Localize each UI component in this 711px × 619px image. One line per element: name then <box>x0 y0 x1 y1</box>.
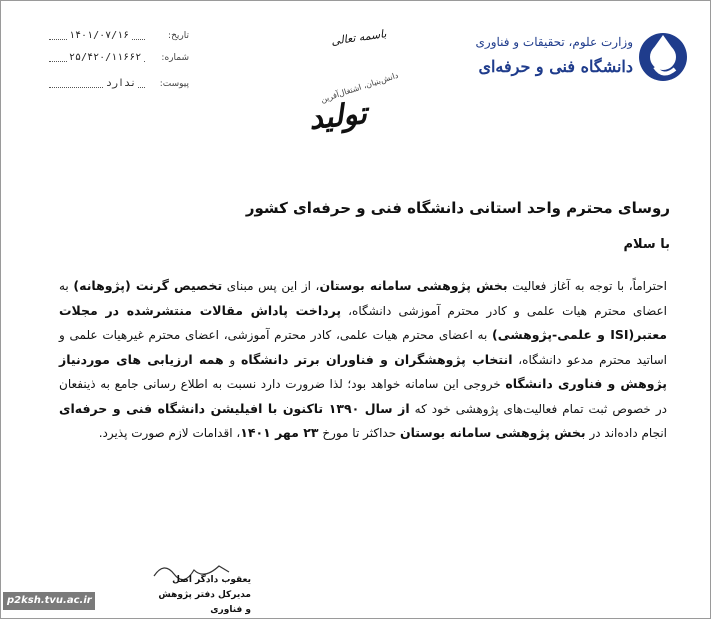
body-text: و <box>223 352 241 367</box>
body-emphasis: بخش پژوهشی سامانه بوستان <box>399 425 586 440</box>
body-emphasis: همه ارزیابی های موردنیاز پژوهش و فناوری دانشگاه <box>59 351 667 391</box>
greeting: با سلام <box>623 237 670 252</box>
university-emblem-icon <box>635 29 691 85</box>
number-row <box>49 47 189 65</box>
slogan-main: تولید <box>307 96 369 137</box>
slogan-emblem <box>301 21 421 151</box>
body-text: به اعضای محترم هیات علمی، کادر محترم آموزشی، اعضای محترم غیرهیات علمی و اساتید محترم مدعو دانشگاه، <box>59 328 667 367</box>
signatory-title: مدیرکل دفتر پژوهش و فناوری <box>158 590 251 615</box>
body-text: خروجی این سامانه خواهد بود؛ لذا ضرورت دارد نسبت به اطلاع رسانی جامع به ذینفعان در خصوص ثبت تمام فعالیت‌های پژوهشی خود که <box>59 377 667 416</box>
body-text: انجام داده‌اند در <box>585 426 667 440</box>
body-emphasis: انتخاب پژوهشگران و فناوران برتر دانشگاه <box>240 351 513 367</box>
body-emphasis: پرداخت پاداش مقالات منتشرشده در مجلات معتبر(ISI و علمی-پژوهشی) <box>59 302 667 342</box>
attachment-row <box>49 73 189 91</box>
attachment-label: پیوست: <box>159 79 189 89</box>
body-emphasis: از سال ۱۳۹۰ تاکنون با افیلیشن دانشگاه فنی و حرفه‌ای <box>59 400 410 416</box>
date-value: ۱۴۰۱/۰۷/۱۶ <box>69 30 130 41</box>
date-row <box>49 25 189 43</box>
attachment-value: ندارد <box>106 78 137 89</box>
signatory-name: یعقوب دادگر اصل <box>172 575 251 585</box>
ministry-name: وزارت علوم، تحقیقات و فناوری <box>475 35 633 49</box>
body-text: ، اقدامات لازم صورت پذیرد. <box>98 426 241 440</box>
signature-block <box>151 573 251 618</box>
date-label: تاریخ: <box>168 31 189 41</box>
body-emphasis: تخصیص گرنت (پژوهانه) <box>73 278 223 293</box>
body-text: حداکثر تا مورخ <box>318 426 400 440</box>
letter-recipient: روسای محترم واحد استانی دانشگاه فنی و حرفه‌ای کشور <box>245 199 670 217</box>
body-text: ، از این پس مبنای <box>222 279 320 293</box>
letter-body <box>59 274 667 446</box>
number-label: شماره: <box>161 53 189 63</box>
body-emphasis: ۲۳ مهر ۱۴۰۱ <box>240 425 319 440</box>
slogan-subtitle: دانش‌بنیان، اشتغال‌آفرین <box>319 70 400 105</box>
body-text: احتراماً، با توجه به آغاز فعالیت <box>507 279 668 293</box>
body-text: به اعضای محترم هیات علمی و کادر محترم آموزشی دانشگاه، <box>59 279 668 318</box>
basmala-text: باسمه تعالی <box>330 27 388 48</box>
university-name: دانشگاه فنی و حرفه‌ای <box>478 57 633 76</box>
university-logo <box>475 23 691 93</box>
source-watermark: p2ksh.tvu.ac.ir <box>3 592 95 610</box>
number-value: ۲۵/۴۲۰/۱۱۶۶۲ <box>69 52 142 63</box>
body-emphasis: بخش پژوهشی سامانه بوستان <box>319 278 508 293</box>
